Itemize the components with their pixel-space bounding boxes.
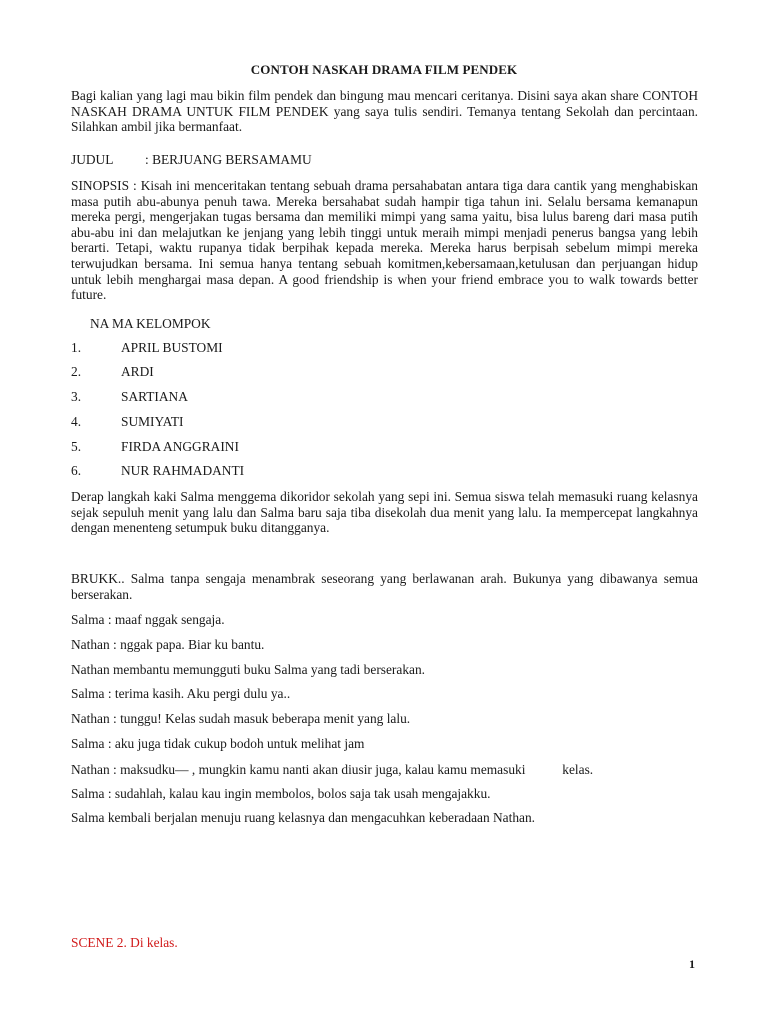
dialogue-line: Salma : terima kasih. Aku pergi dulu ya.. (71, 686, 291, 701)
judul-label: JUDUL (71, 152, 114, 167)
dialogue-line: Nathan : nggak papa. Biar ku bantu. (71, 637, 265, 652)
member-number: 3. (71, 389, 82, 404)
dialogue-line: Salma : aku juga tidak cukup bodoh untuk melihat jam (71, 736, 365, 751)
page-number: 1 (689, 957, 695, 971)
intro-paragraph: Bagi kalian yang lagi mau bikin film pendek dan bingung mau mencari ceritanya. Disini saya akan share CONTOH NASKAH DRAMA UNTUK FILM PENDEK yang saya tulis sendiri. Temanya tentang Sekolah dan percintaan. Silahkan ambil jika bermanfaat. (71, 88, 698, 135)
judul-value: : BERJUANG BERSAMAMU (145, 152, 312, 167)
member-name: APRIL BUSTOMI (121, 340, 223, 355)
member-name: NUR RAHMADANTI (121, 463, 245, 478)
document-title: CONTOH NASKAH DRAMA FILM PENDEK (250, 62, 518, 77)
dialogue-line: Nathan : tunggu! Kelas sudah masuk beberapa menit yang lalu. (71, 711, 411, 726)
kelompok-heading: NA MA KELOMPOK (90, 316, 211, 331)
member-name: FIRDA ANGGRAINI (121, 439, 239, 454)
member-number: 5. (71, 439, 82, 454)
narration-paragraph: Derap langkah kaki Salma menggema dikoridor sekolah yang sepi ini. Semua siswa telah memasuki ruang kelasnya sejak sepuluh menit yang lalu dan Salma baru saja tiba disekolah dua menit yang lalu. Ia mempercepat langkahnya dengan menenteng setumpuk buku ditangganya. (71, 489, 698, 536)
scene-heading: SCENE 2. Di kelas. (71, 935, 178, 950)
sinopsis-paragraph: SINOPSIS : Kisah ini menceritakan tentang sebuah drama persahabatan antara tiga dara cantik yang menghabiskan masa putih abu-abunya penuh tawa. Mereka bersahabat sudah hampir tiga tahun ini. Selalu bersama kemanapun mereka pergi, mengerjakan tugas bersama dan memiliki mimpi yang sama yaitu, bisa lulus bareng dari masa putih abu-abu ini dan melajutkan ke jenjang yang lebih tinggi untuk meraih mimpi menjadi penerus bangsa yang lebih berarti. Tetapi, waktu rupanya tidak berpihak kepada mereka. Mereka harus berpisah sebelum mimpi mereka terwujudkan bersama. Ini semua hanya tentang sebuah komitmen,kebersamaan,ketulusan dan perjuangan hidup untuk lebih menghargai masa depan. A good friendship is when your friend embrace you to walk towards better future. (71, 178, 698, 303)
dialogue-line: Salma kembali berjalan menuju ruang kelasnya dan mengacuhkan keberadaan Nathan. (71, 810, 536, 825)
dialogue-line: Nathan membantu memungguti buku Salma yang tadi berserakan. (71, 662, 426, 677)
dialogue-line: Nathan : maksudku— , mungkin kamu nanti akan diusir juga, kalau kamu memasuki kelas. (71, 762, 594, 777)
member-number: 6. (71, 463, 82, 478)
member-name: SARTIANA (121, 389, 188, 404)
member-name: SUMIYATI (121, 414, 184, 429)
member-number: 4. (71, 414, 82, 429)
member-name: ARDI (121, 364, 154, 379)
narration-paragraph: BRUKK.. Salma tanpa sengaja menambrak seseorang yang berlawanan arah. Bukunya yang dibawanya semua berserakan. (71, 571, 698, 602)
dialogue-line: Salma : sudahlah, kalau kau ingin membolos, bolos saja tak usah mengajakku. (71, 786, 491, 801)
member-number: 1. (71, 340, 82, 355)
dialogue-line: Salma : maaf nggak sengaja. (71, 612, 225, 627)
member-number: 2. (71, 364, 82, 379)
